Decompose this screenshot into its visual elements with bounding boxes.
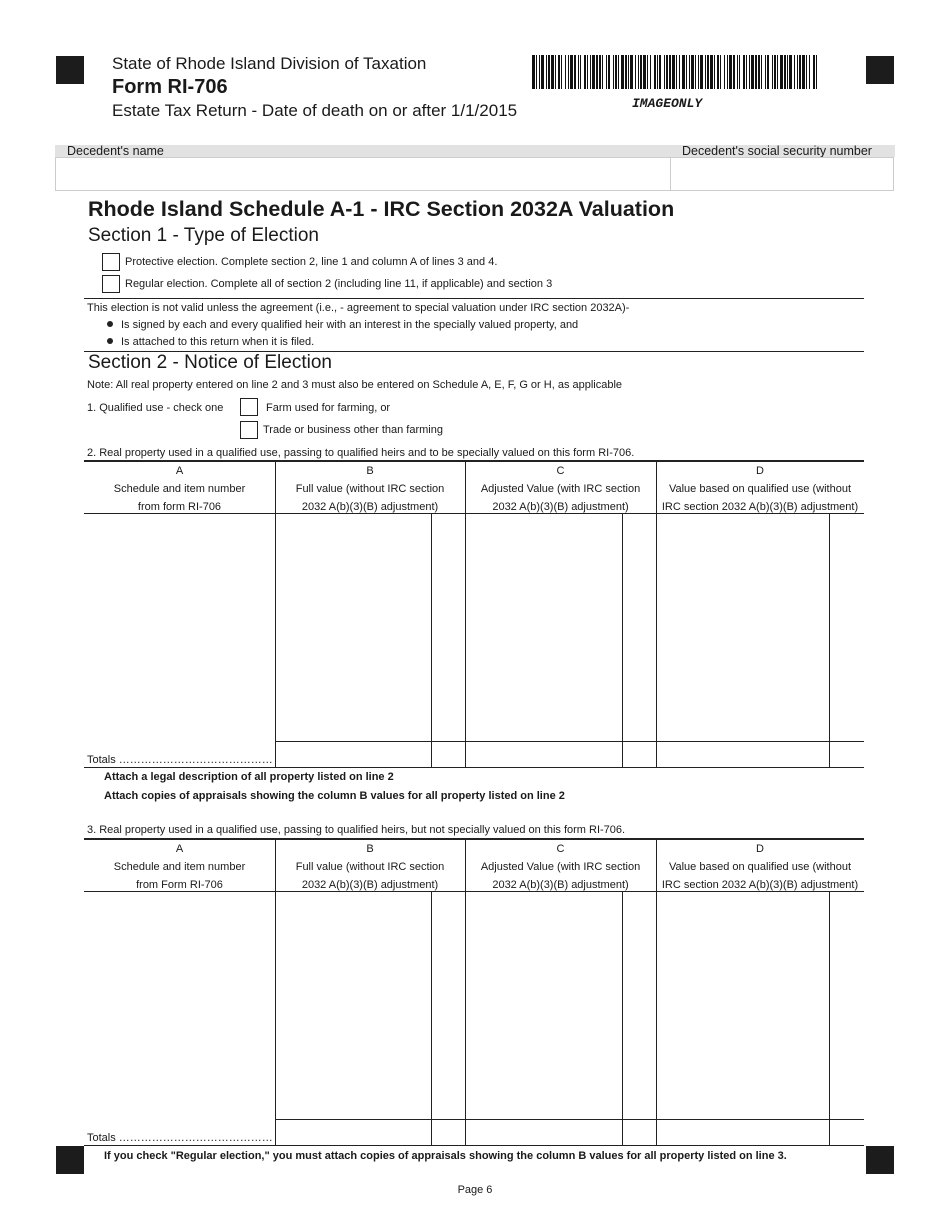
line2-col-d-entry[interactable] [658, 516, 862, 738]
line3-col-b-entry[interactable] [277, 894, 463, 1116]
line2-totals-label: Totals …………………………………… [87, 754, 273, 766]
line2-col-b-entry[interactable] [277, 516, 463, 738]
line3-col-a-header: A Schedule and item number from Form RI-706 [113, 843, 246, 891]
line2-col-c-header: C Adjusted Value (with IRC section 2032 A(b)(3)(B) adjustment) [480, 465, 641, 513]
section1-title: Section 1 - Type of Election [88, 225, 319, 246]
decedent-name-label: Decedent's name [67, 144, 164, 158]
decedent-name-field[interactable] [60, 163, 660, 185]
farm-use-label: Farm used for farming, or [266, 402, 391, 414]
line2-col-a-header: A Schedule and item number from form RI-706 [113, 465, 246, 513]
line2-label: 2. Real property used in a qualified use, passing to qualified heirs and to be specially valued on this form RI-706. [87, 447, 635, 459]
line2-total-c-field[interactable] [467, 743, 654, 766]
agency-name: State of Rhode Island Division of Taxation [112, 54, 427, 73]
line3-col-a-entry[interactable] [86, 894, 273, 1116]
registration-mark [866, 1146, 894, 1174]
attach-note: Attach copies of appraisals showing the column B values for all property listed on line 2 [104, 790, 565, 802]
qualified-use-label: 1. Qualified use - check one [87, 402, 224, 414]
line3-total-c-field[interactable] [467, 1121, 654, 1144]
line3-col-d-entry[interactable] [658, 894, 862, 1116]
attach-note: Attach a legal description of all property listed on line 2 [104, 771, 394, 783]
image-only-tag: IMAGEONLY [632, 96, 703, 111]
line2-col-b-header: B Full value (without IRC section 2032 A(b)(3)(B) adjustment) [295, 465, 445, 513]
decedent-ssn-label: Decedent's social security number [682, 144, 872, 158]
form-subtitle: Estate Tax Return - Date of death on or after 1/1/2015 [112, 101, 518, 120]
line3-col-c-header: C Adjusted Value (with IRC section 2032 A(b)(3)(B) adjustment) [480, 843, 641, 891]
form-number: Form RI-706 [112, 76, 228, 98]
line3-totals-label: Totals …………………………………… [87, 1132, 273, 1144]
barcode-icon [532, 55, 817, 89]
registration-mark [56, 56, 84, 84]
regular-election-label: Regular election. Complete all of section 2 (including line 11, if applicable) and section 3 [125, 278, 553, 290]
line3-col-b-header: B Full value (without IRC section 2032 A(b)(3)(B) adjustment) [295, 843, 445, 891]
line3-col-c-entry[interactable] [467, 894, 654, 1116]
line3-total-d-field[interactable] [658, 1121, 862, 1144]
line2-col-a-entry[interactable] [86, 516, 273, 738]
line3-col-d-header: D Value based on qualified use (without IRC section 2032 A(b)(3)(B) adjustment) [661, 843, 859, 891]
validity-note: This election is not valid unless the agreement (i.e., - agreement to special valuation under IRC section 2032A)- [87, 302, 630, 314]
schedule-title: Rhode Island Schedule A-1 - IRC Section 2032A Valuation [88, 197, 675, 221]
bullet-icon [107, 321, 113, 327]
line2-col-c-entry[interactable] [467, 516, 654, 738]
line2-total-b-field[interactable] [277, 743, 463, 766]
line3-total-b-field[interactable] [277, 1121, 463, 1144]
registration-mark [56, 1146, 84, 1174]
registration-mark [866, 56, 894, 84]
validity-bullet: Is signed by each and every qualified heir with an interest in the specially valued property, and [121, 319, 579, 331]
protective-election-label: Protective election. Complete section 2, line 1 and column A of lines 3 and 4. [125, 256, 498, 268]
trade-business-checkbox[interactable] [240, 421, 258, 439]
trade-business-label: Trade or business other than farming [263, 424, 443, 436]
line3-label: 3. Real property used in a qualified use, passing to qualified heirs, but not specially valued on this form RI-706. [87, 824, 626, 836]
section2-note: Note: All real property entered on line 2 and 3 must also be entered on Schedule A, E, F, G or H, as applicable [87, 379, 623, 391]
line2-col-d-header: D Value based on qualified use (without IRC section 2032 A(b)(3)(B) adjustment) [661, 465, 859, 513]
protective-election-checkbox[interactable] [102, 253, 120, 271]
line2-total-d-field[interactable] [658, 743, 862, 766]
decedent-header-bar [55, 145, 895, 157]
farm-use-checkbox[interactable] [240, 398, 258, 416]
validity-bullet: Is attached to this return when it is filed. [121, 336, 315, 348]
section2-title: Section 2 - Notice of Election [88, 352, 332, 373]
page-number: Page 6 [457, 1184, 493, 1196]
decedent-ssn-field[interactable] [676, 163, 886, 185]
regular-election-checkbox[interactable] [102, 275, 120, 293]
regular-election-footer-note: If you check "Regular election," you must attach copies of appraisals showing the column B values for all property listed on line 3. [104, 1150, 787, 1162]
bullet-icon [107, 338, 113, 344]
